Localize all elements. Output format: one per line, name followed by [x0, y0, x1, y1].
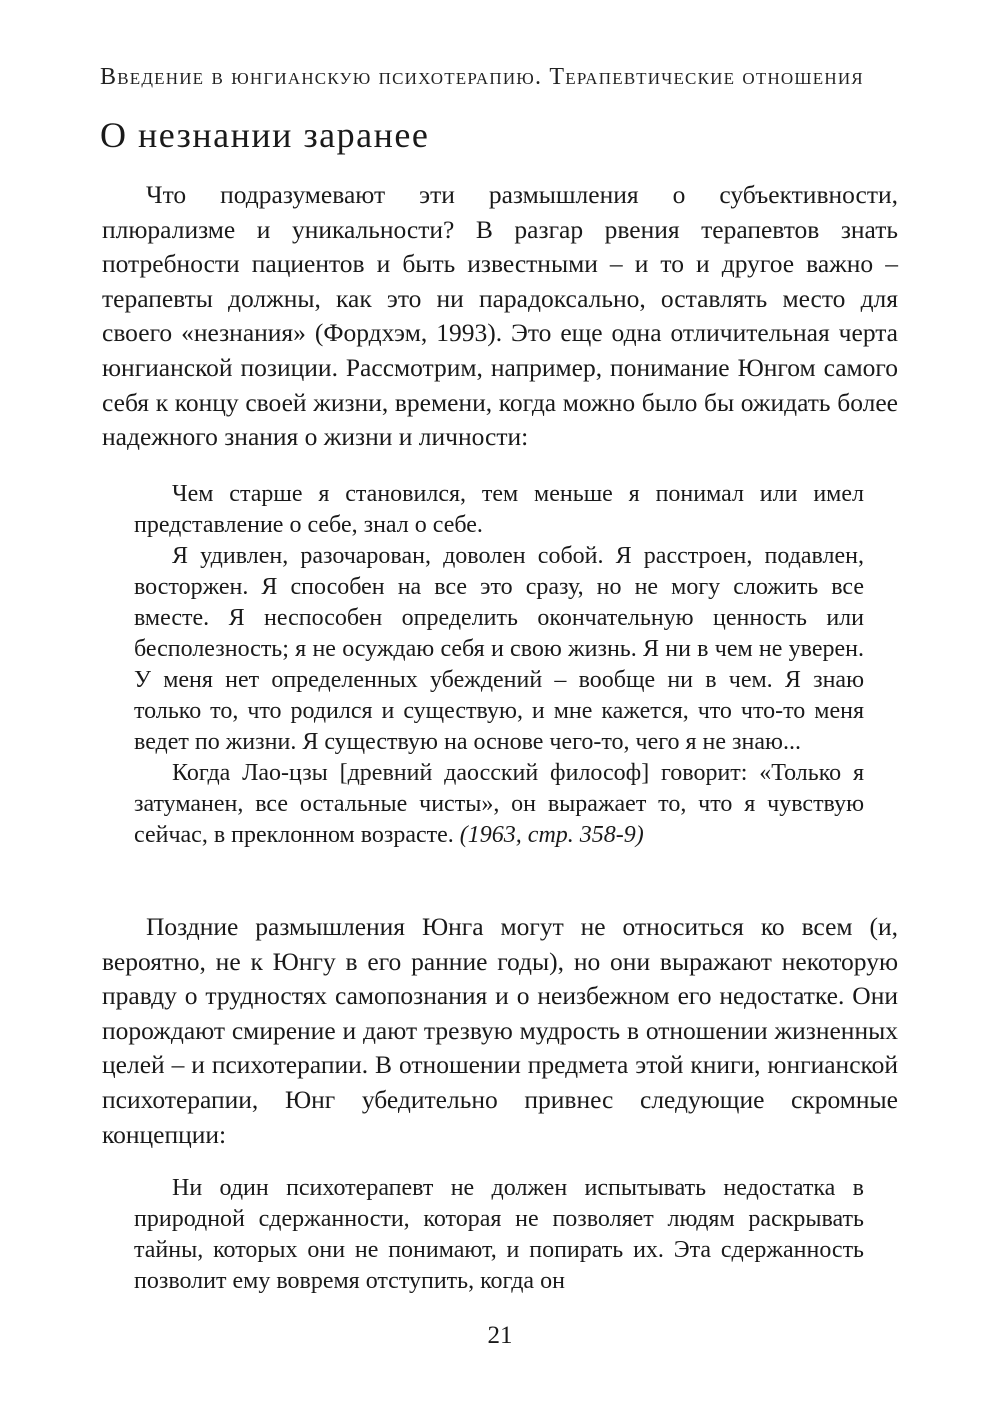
running-head: Введение в юнгианскую психотерапию. Терапевтические отношения [100, 64, 864, 90]
quote-text: Когда Лао-цзы [древний даосский философ] говорит: «Только я затуманен, все остальные чисты», он выражает то, что я чувствую сейчас, в преклонном возрасте. [134, 760, 864, 848]
quote-paragraph: Ни один психотерапевт не должен испытывать недостатка в природной сдержанности, которая не позволяет людям раскрывать тайны, которых они не понимают, и попирать их. Эта сдержанность позволит ему вовремя отступить, когда он [134, 1175, 864, 1294]
citation: (1963, стр. 358-9) [459, 822, 644, 848]
quote-paragraph [134, 758, 864, 851]
body-paragraph-block [102, 910, 898, 1152]
page-number: 21 [487, 1322, 513, 1349]
quote-paragraph: Чем старше я становился, тем меньше я понимал или имел представление о себе, знал о себе. [134, 481, 864, 538]
block-quote [134, 479, 864, 851]
quote-paragraph: Я удивлен, разочарован, доволен собой. Я расстроен, подавлен, восторжен. Я способен на все это сразу, но не могу сложить все вместе. Я неспособен определить окончательную ценность или бесполезность; я не осуждаю себя и свою жизнь. Я ни в чем не уверен. У меня нет определенных убеждений – вообще ни в чем. Я знаю только то, что родился и существую, и мне кажется, что что-то меня ведет по жизни. Я существую на основе чего-то, чего я не знаю... [134, 543, 864, 755]
body-paragraph: Что подразумевают эти размышления о субъективности, плюрализме и уникальности? В разгар рвения терапевтов знать потребности пациентов и быть известными – и то и другое важно – терапевты должны, как это ни парадоксально, оставлять место для своего «незнания» (Фордхэм, 1993). Это еще одна отличительная черта юнгианской позиции. Рассмотрим, например, понимание Юнгом самого себя к концу своей жизни, времени, когда можно было бы ожидать более надежного знания о жизни и личности: [102, 180, 898, 452]
block-quote [134, 1173, 864, 1297]
body-paragraph: Поздние размышления Юнга могут не относиться ко всем (и, вероятно, не к Юнгу в его ранние годы), но они выражают некоторую правду о трудностях самопознания и о неизбежном его недостатке. Они порождают смирение и дают трезвую мудрость в отношении жизненных целей – и психотерапии. В отношении предмета этой книги, юнгианской психотерапии, Юнг убедительно привнес следующие скромные концепции: [102, 912, 898, 1149]
body-paragraph-block [102, 178, 898, 455]
section-title: О незнании заранее [100, 115, 430, 155]
